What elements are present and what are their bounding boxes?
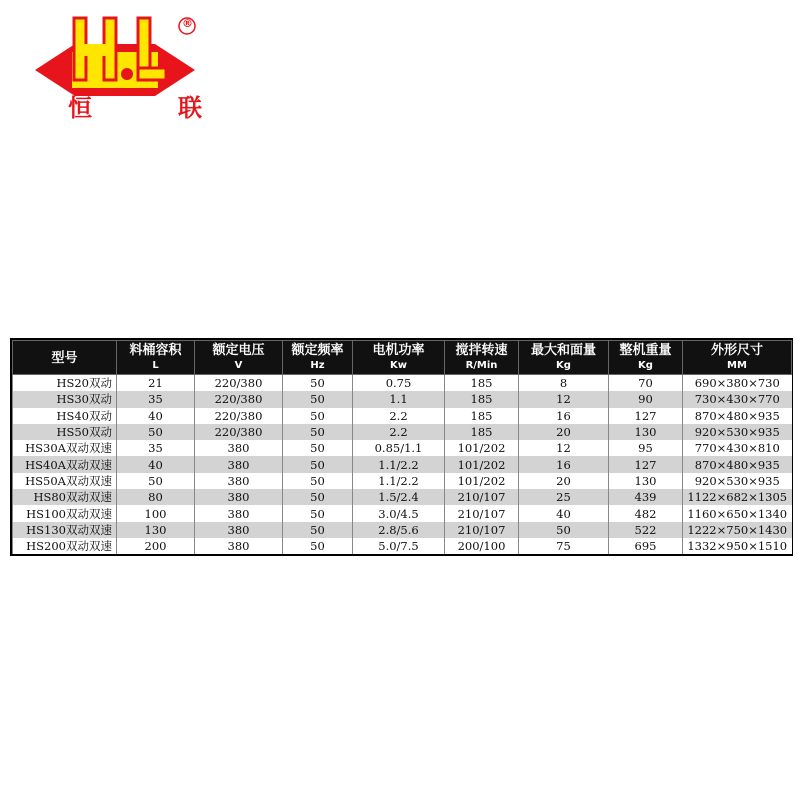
model-cell: HS20双动	[13, 375, 117, 392]
column-unit: Kg	[556, 360, 571, 371]
spec-cell: 95	[609, 440, 683, 456]
spec-cell: 2.2	[353, 424, 445, 440]
logo-mark-text	[30, 8, 31, 9]
column-title: 搅拌转速	[455, 343, 508, 358]
spec-cell: 870×480×935	[683, 408, 792, 424]
spec-cell: 130	[117, 522, 195, 538]
spec-cell: 185	[445, 408, 519, 424]
column-title: 额定频率	[291, 343, 344, 358]
spec-cell: 439	[609, 489, 683, 505]
column-header	[683, 341, 792, 375]
table-row	[13, 408, 792, 424]
spec-cell: 5.0/7.5	[353, 538, 445, 554]
spec-cell: 50	[283, 473, 353, 489]
spec-cell: 380	[195, 473, 283, 489]
column-unit: Kw	[390, 360, 407, 371]
spec-cell: 200/100	[445, 538, 519, 554]
spec-cell: 12	[519, 440, 609, 456]
spec-cell: 1.1/2.2	[353, 473, 445, 489]
spec-cell: 40	[117, 456, 195, 472]
spec-cell: 20	[519, 424, 609, 440]
table-row	[13, 538, 792, 554]
spec-cell: 2.8/5.6	[353, 522, 445, 538]
spec-cell: 50	[283, 440, 353, 456]
spec-cell: 50	[283, 424, 353, 440]
spec-cell: 70	[609, 375, 683, 392]
spec-cell: 380	[195, 440, 283, 456]
column-header	[519, 341, 609, 375]
spec-cell: 101/202	[445, 440, 519, 456]
model-cell: HS30A双动双速	[13, 440, 117, 456]
spec-cell: 220/380	[195, 375, 283, 392]
table-row	[13, 489, 792, 505]
column-header	[117, 341, 195, 375]
model-cell: HS200双动双速	[13, 538, 117, 554]
column-header	[609, 341, 683, 375]
table-row	[13, 391, 792, 407]
model-cell: HS80双动双速	[13, 489, 117, 505]
spec-cell: 770×430×810	[683, 440, 792, 456]
table-header-row	[13, 341, 792, 375]
model-cell: HS50A双动双速	[13, 473, 117, 489]
spec-cell: 0.75	[353, 375, 445, 392]
spec-cell: 730×430×770	[683, 391, 792, 407]
spec-cell: 1.1	[353, 391, 445, 407]
spec-cell: 690×380×730	[683, 375, 792, 392]
spec-cell: 185	[445, 391, 519, 407]
spec-cell: 695	[609, 538, 683, 554]
column-unit: Hz	[310, 360, 325, 371]
spec-cell: 16	[519, 408, 609, 424]
spec-cell: 50	[283, 456, 353, 472]
spec-cell: 1222×750×1430	[683, 522, 792, 538]
spec-cell: 21	[117, 375, 195, 392]
column-header	[195, 341, 283, 375]
column-title: 额定电压	[212, 343, 265, 358]
column-header	[283, 341, 353, 375]
spec-cell: 130	[609, 473, 683, 489]
column-unit: L	[152, 360, 159, 371]
column-title: 整机重量	[619, 343, 672, 358]
spec-cell: 40	[519, 505, 609, 521]
model-cell: HS40A双动双速	[13, 456, 117, 472]
spec-cell: 90	[609, 391, 683, 407]
spec-cell: 920×530×935	[683, 473, 792, 489]
column-unit: V	[234, 360, 243, 371]
spec-cell: 100	[117, 505, 195, 521]
table-row	[13, 522, 792, 538]
spec-cell: 8	[519, 375, 609, 392]
spec-cell: 380	[195, 505, 283, 521]
spec-cell: 101/202	[445, 456, 519, 472]
model-cell: HS50双动	[13, 424, 117, 440]
spec-table-container	[10, 338, 793, 556]
spec-cell: 380	[195, 538, 283, 554]
spec-cell: 25	[519, 489, 609, 505]
column-title: 外形尺寸	[710, 343, 763, 358]
spec-cell: 101/202	[445, 473, 519, 489]
spec-cell: 50	[283, 391, 353, 407]
spec-cell: 920×530×935	[683, 424, 792, 440]
table-body	[13, 375, 792, 555]
column-title: 电机功率	[372, 343, 425, 358]
spec-cell: 50	[283, 538, 353, 554]
spec-cell: 3.0/4.5	[353, 505, 445, 521]
spec-cell: 185	[445, 424, 519, 440]
spec-cell: 50	[283, 375, 353, 392]
spec-cell: 50	[117, 424, 195, 440]
spec-cell: 210/107	[445, 489, 519, 505]
spec-cell: 2.2	[353, 408, 445, 424]
spec-cell: 35	[117, 391, 195, 407]
table-row	[13, 375, 792, 392]
brand-name-char: 恒	[68, 94, 92, 122]
spec-cell: 50	[283, 505, 353, 521]
spec-cell: 1160×650×1340	[683, 505, 792, 521]
registered-mark: ®	[182, 17, 193, 30]
table-row	[13, 424, 792, 440]
spec-cell: 50	[283, 522, 353, 538]
spec-cell: 1.1/2.2	[353, 456, 445, 472]
column-unit: Kg	[638, 360, 653, 371]
spec-cell: 200	[117, 538, 195, 554]
spec-cell: 40	[117, 408, 195, 424]
spec-cell: 12	[519, 391, 609, 407]
model-cell: HS130双动双速	[13, 522, 117, 538]
spec-cell: 130	[609, 424, 683, 440]
spec-cell: 220/380	[195, 391, 283, 407]
spec-cell: 210/107	[445, 505, 519, 521]
spec-cell: 50	[519, 522, 609, 538]
table-row	[13, 505, 792, 521]
spec-cell: 210/107	[445, 522, 519, 538]
spec-cell: 50	[117, 473, 195, 489]
spec-cell: 380	[195, 456, 283, 472]
spec-cell: 185	[445, 375, 519, 392]
spec-cell: 380	[195, 489, 283, 505]
spec-cell: 75	[519, 538, 609, 554]
spec-cell: 20	[519, 473, 609, 489]
spec-cell: 1332×950×1510	[683, 538, 792, 554]
column-unit: MM	[727, 360, 747, 371]
column-header	[353, 341, 445, 375]
column-header	[13, 341, 117, 375]
table-row	[13, 440, 792, 456]
brand-name-char: 联	[178, 94, 202, 122]
spec-cell: 50	[283, 489, 353, 505]
spec-cell: 380	[195, 522, 283, 538]
brand-logo	[30, 8, 200, 120]
column-title: 料桶容积	[129, 343, 182, 358]
column-unit: R/Min	[465, 360, 498, 371]
model-cell: HS30双动	[13, 391, 117, 407]
spec-cell: 482	[609, 505, 683, 521]
spec-cell: 220/380	[195, 424, 283, 440]
spec-cell: 16	[519, 456, 609, 472]
spec-cell: 220/380	[195, 408, 283, 424]
spec-cell: 1122×682×1305	[683, 489, 792, 505]
model-cell: HS100双动双速	[13, 505, 117, 521]
spec-cell: 35	[117, 440, 195, 456]
brand-name	[60, 88, 210, 123]
column-title: 最大和面量	[530, 343, 596, 358]
spec-cell: 127	[609, 408, 683, 424]
spec-cell: 127	[609, 456, 683, 472]
column-title: 型号	[51, 351, 78, 366]
table-row	[13, 456, 792, 472]
spec-cell: 1.5/2.4	[353, 489, 445, 505]
spec-table	[12, 340, 792, 554]
model-cell: HS40双动	[13, 408, 117, 424]
column-header	[445, 341, 519, 375]
spec-cell: 870×480×935	[683, 456, 792, 472]
spec-cell: 50	[283, 408, 353, 424]
spec-cell: 0.85/1.1	[353, 440, 445, 456]
spec-cell: 80	[117, 489, 195, 505]
table-row	[13, 473, 792, 489]
spec-cell: 522	[609, 522, 683, 538]
